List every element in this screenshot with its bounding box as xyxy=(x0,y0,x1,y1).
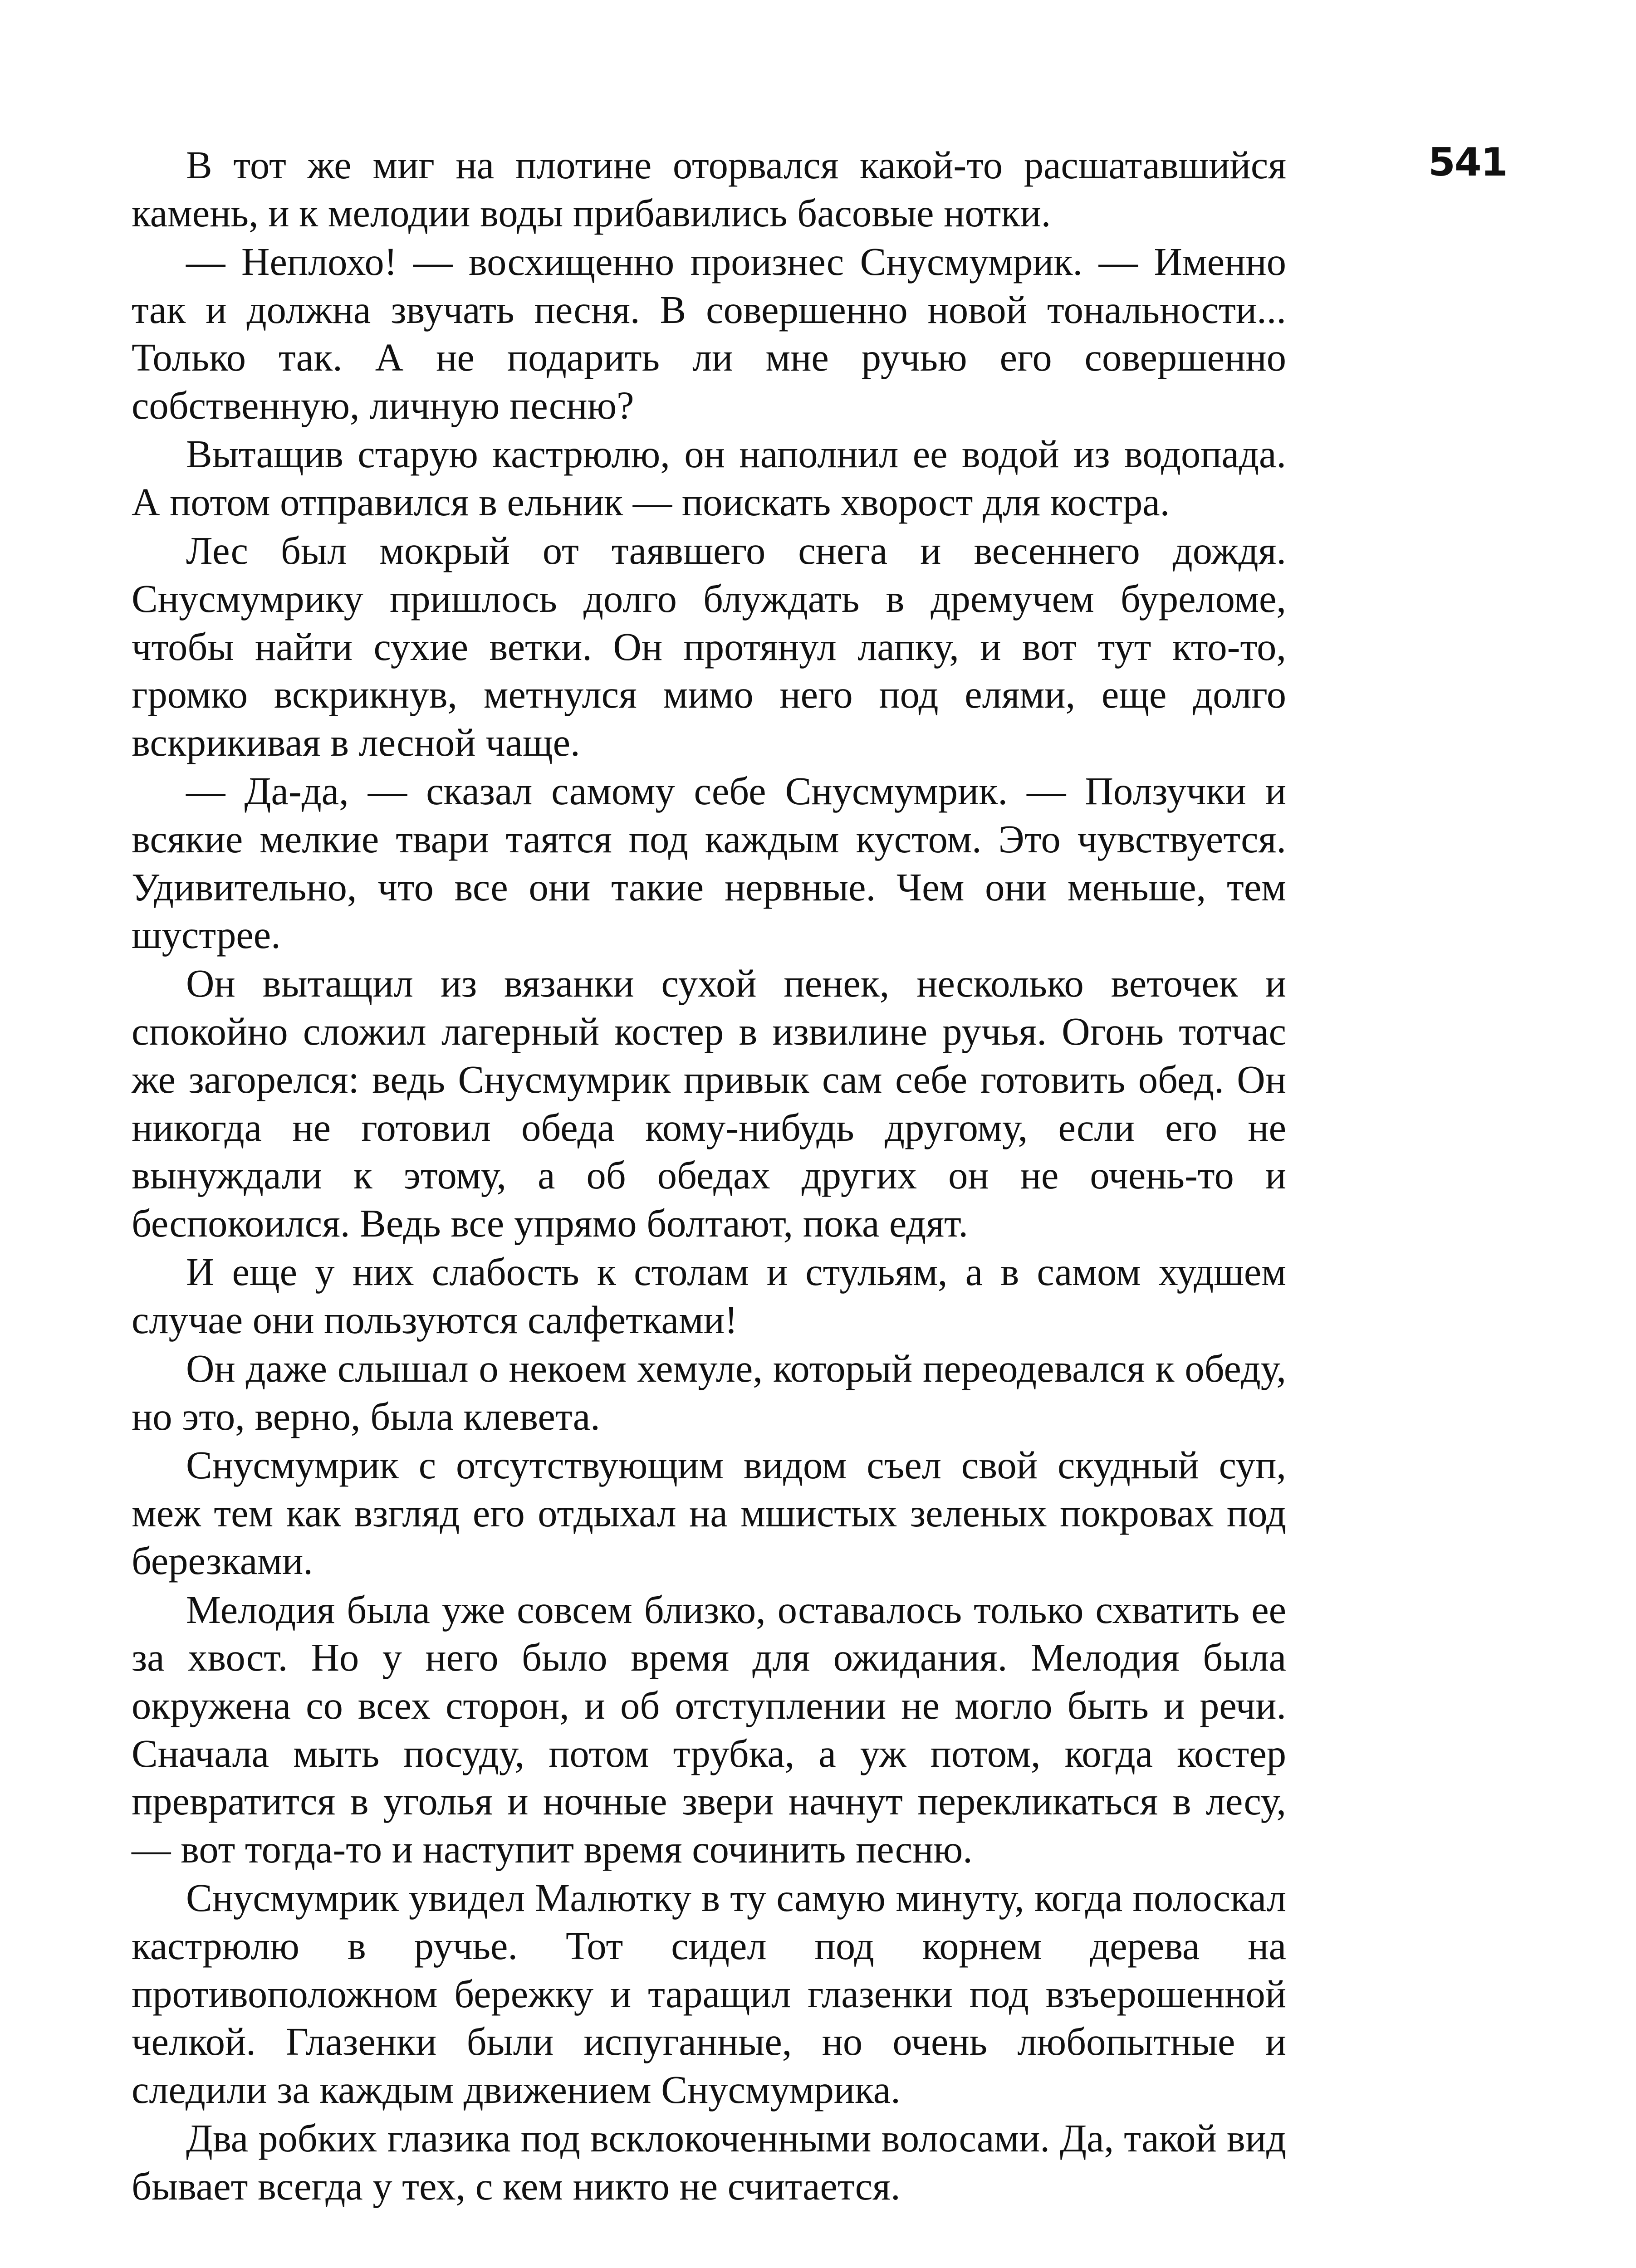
paragraph-2: — Неплохо! — восхищенно произнес Снусмумрик. — Именно так и должна звучать песня. В совершенно новой тональности... Только так. А не подарить ли мне ручью его совершенно собственную, личную песню? xyxy=(132,240,1286,428)
paragraph-8: Он даже слышал о некоем хемуле, который переодевался к обеду, но это, верно, была клевета. xyxy=(132,1347,1286,1438)
paragraph-9: Снусмумрик с отсутствующим видом съел свой скудный суп, меж тем как взгляд его отдыхал на мшистых зеленых покровах под березками. xyxy=(132,1443,1286,1583)
paragraph-6: Он вытащил из вязанки сухой пенек, несколько веточек и спокойно сложил лагерный костер в извилине ручья. Огонь тотчас же загорелся: ведь Снусмумрик привык сам себе готовить обед. Он никогда не готовил обеда кому-нибудь другому, если его не вынуждали к этому, а об обедах других он не очень-то и беспокоился. Ведь все упрямо болтают, пока едят. xyxy=(132,962,1286,1245)
paragraph-12: Два робких глазика под всклокоченными волосами. Да, такой вид бывает всегда у тех, с кем никто не считается. xyxy=(132,2116,1286,2209)
paragraph-5: — Да-да, — сказал самому себе Снусмумрик. — Ползучки и всякие мелкие твари таятся под каждым кустом. Это чувствуется. Удивительно, что все они такие нервные. Чем они меньше, тем шустрее. xyxy=(132,769,1286,957)
paragraph-7: И еще у них слабость к столам и стульям, а в самом худшем случае они пользуются салфетками! xyxy=(132,1250,1286,1342)
page-number: 541 xyxy=(1428,140,1507,185)
paragraph-3: Вытащив старую кастрюлю, он наполнил ее водой из водопада. А потом отправился в ельник — поискать хворост для костра. xyxy=(132,432,1286,524)
body-text xyxy=(132,142,1286,2211)
paragraph-4: Лес был мокрый от таявшего снега и весеннего дождя. Снусмумрику пришлось долго блуждать в дремучем буреломе, чтобы найти сухие ветки. Он протянул лапку, и вот тут кто-то, громко вскрикнув, метнулся мимо него под елями, еще долго вскрикивая в лесной чаще. xyxy=(132,529,1286,764)
paragraph-11: Снусмумрик увидел Малютку в ту самую минуту, когда полоскал кастрюлю в ручье. Тот сидел под корнем дерева на противоположном бережку и таращил глазенки под взъерошенной челкой. Глазенки были испуганные, но очень любопытные и следили за каждым движением Снусмумрика. xyxy=(132,1876,1286,2112)
paragraph-10: Мелодия была уже совсем близко, оставалось только схватить ее за хвост. Но у него было время для ожидания. Мелодия была окружена со всех сторон, и об отступлении не могло быть и речи. Сначала мыть посуду, потом трубка, а уж потом, когда костер превратится в уголья и ночные звери начнут перекликаться в лесу, — вот тогда-то и наступит время сочинить песню. xyxy=(132,1588,1286,1872)
paragraph-1: В тот же миг на плотине оторвался какой-то расшатавшийся камень, и к мелодии воды прибавились басовые нотки. xyxy=(132,143,1286,235)
